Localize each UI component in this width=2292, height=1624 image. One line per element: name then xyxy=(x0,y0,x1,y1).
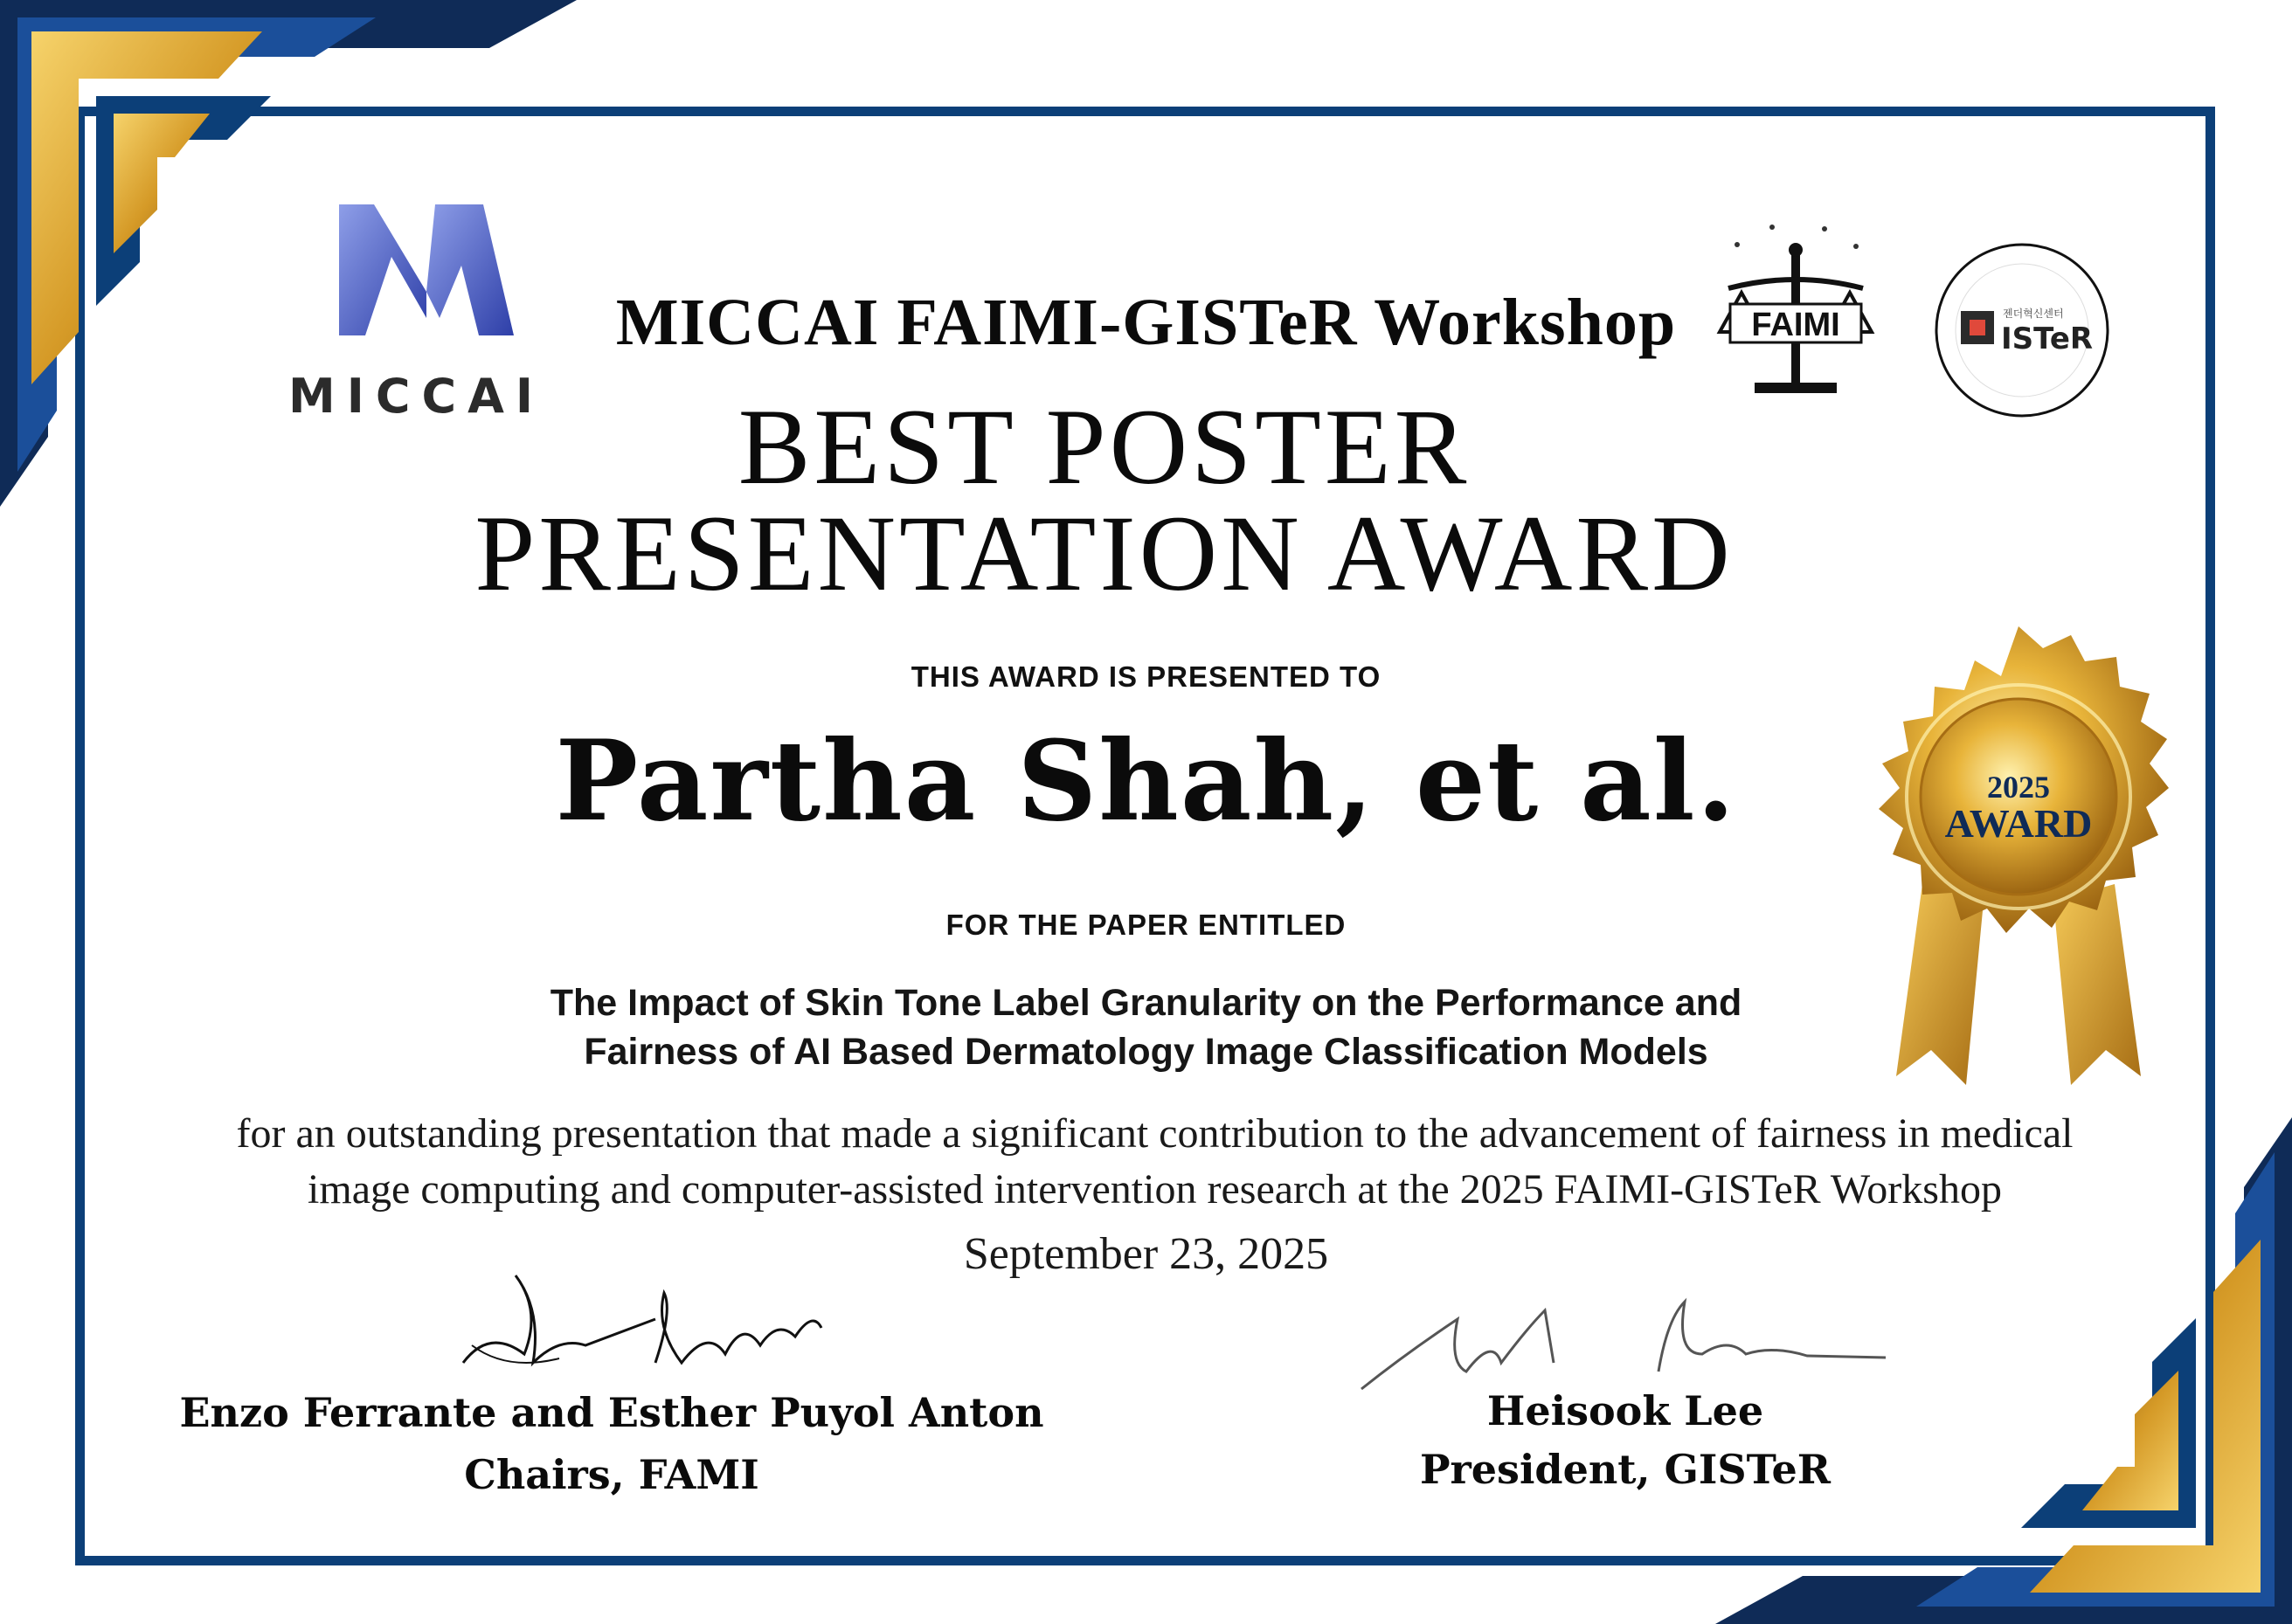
presented-label: THIS AWARD IS PRESENTED TO xyxy=(911,660,1381,693)
citation-line1: for an outstanding presentation that made a significant contribution to the advancement of fairness in medical xyxy=(236,1110,2074,1157)
chairs-role: Chairs, FAMI xyxy=(464,1451,759,1498)
paper-title-line2: Fairness of AI Based Dermatology Image Classification Models xyxy=(584,1031,1708,1073)
award-date: September 23, 2025 xyxy=(963,1229,1329,1279)
paper-title-line1: The Impact of Skin Tone Label Granularity on the Performance and xyxy=(550,982,1742,1024)
medal-year: 2025 xyxy=(1987,770,2050,805)
faimi-wordmark: FAIMI xyxy=(1751,307,1840,343)
award-title-line2: PRESENTATION AWARD xyxy=(474,494,1734,613)
gold-medal-icon xyxy=(1844,622,2193,1094)
citation-line2: image computing and computer-assisted intervention research at the 2025 FAIMI-GISTeR Workshop xyxy=(308,1166,2002,1213)
workshop-title: MICCAI FAIMI-GISTeR Workshop xyxy=(615,286,1677,359)
chairs-signature xyxy=(454,1258,839,1389)
gister-wordmark: ISTeR xyxy=(2001,321,2094,356)
medal-label: AWARD xyxy=(1944,801,2093,846)
award-medal xyxy=(1844,622,2193,1094)
gister-korean-text: 젠더혁신센터 xyxy=(2003,308,2064,320)
recipient-name: Partha Shah, et al. xyxy=(555,716,1737,846)
paper-label: FOR THE PAPER ENTITLED xyxy=(945,909,1347,941)
award-title-line1: BEST POSTER xyxy=(737,387,1471,507)
miccai-wordmark: MICCAI xyxy=(288,369,544,424)
president-name: Heisook Lee xyxy=(1486,1387,1764,1434)
president-role: President, GISTeR xyxy=(1419,1446,1832,1493)
chairs-names: Enzo Ferrante and Esther Puyol Anton xyxy=(179,1389,1044,1436)
president-signature xyxy=(1353,1284,1894,1398)
